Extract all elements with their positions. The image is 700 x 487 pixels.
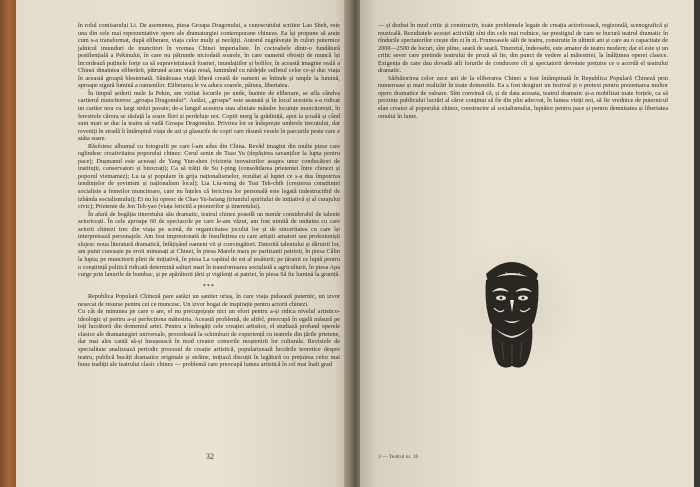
paragraph: Republica Populară Chineză pare astăzi un șantier uriaș, în care viața pulsează puternic, un izvor nesecat de resurse pentru cei ce muncesc. Un izvor bogat de inspirație pentru actorii chinezi. bbox=[78, 293, 340, 308]
page-number: 32 bbox=[206, 452, 214, 461]
paragraph: în rolul comisarului Li. De asemenea, piesa Groapa Dragonului, a cunoscutului scriitor Lao Sheh, este una din cele mai reprezentative opere ale dramaturgiei contemporane chineze. Ea își propune să arate cum s-a transformat, după eliberare, viața celor mulți și necăjiți. Autorul zugrăvește în culori puternice jalnicul imunduri de muncitori în vremea Chinei imperialiste. În cocioabele dintr-o fundătură pestilențială a Pekinului, în care nu pătrunde niciodată soarele, în care oamenii obosiți de muncă își încordează puținele forțe ca să supraviețuiască foamei, inundațiilor și bolilor, în această imagine reală a Chinei dinaintea eliberării, pătrund acum viața nouă, luminând cu nădejde sufletul celor ce-și duc viața în această groapă blestemată. Sănătoasa viață liberă creată de oameni se întinde și umple la lumină, aproape sigură lumină a oamenilor. Eliberarea le va aduce soarele, pâinea, libertatea. bbox=[78, 22, 340, 90]
left-page bbox=[16, 0, 348, 487]
paragraph: Sărbătorirea celor zece ani de la eliberarea Chinei a fost întâmpinată în Republica Populară Chineză prin numeroase și mari realizări în toate domeniile. Ea a fost dezgiuri un festival și o pretext pentru prezentarea multor opere dramatice de valoare. Sînt convinsă că, și de data aceasta, teatrul dramatic și-a mobilizat toate forțele, ca să prezinte publicului lucrări al căror conținut să fie din plin adecvat, în lumea vieții noi, să fie vrednice de puternicul elan creator al poporului chinez, constructor al socialismului, luptător pentru pace și pentru demnitatea și libertatea omului în lume. bbox=[378, 74, 668, 120]
paragraph: În afară de bogăția tineretului său dramatic, teatrul chinez posedă un număr considerabil de talente actoricești. În cele aproape 60 de spectacole pe care le-am văzut, am fost uimită de unitatea cu care actorii chinezi trec din viața pe scenă, de organicitatea jocului lor și de sinceritatea cu care își interpretează personajele. Am fost impresionată de însuflețirea cu care artiștii amatori sau profesioniști slujesc noua literatură dramatică, înfățișând oameni vii și convingători. Datorită talentului și dăruirii lor, am putut cunoaște pe eroii minunați ai Chinei, în piesa Marele marș pe partizanii patrioti, în piesa Câlin la lupta; pe muncitorii plini de inițiativă, în piesa La capătul de est al țesăturii; pe țăranii ce luptă pentru o conștiință politică ridicată determină salturi mari în transformarea socialistă a agriculturii, în piesa Apa curge prin lanurile de bumbac, și pe apărătorii țării și vigilenți ai patriei, în piesa Să fie lumină la graniță. bbox=[78, 210, 340, 279]
paragraph: Cu cât de minunea pe care o are, el nu precupețește nici un efort pentru a-și ridica nivelul artistico-ideologic și pentru a-și perfecționa măiestria. Această problemă, de altfel, preocupă în egală măsură pe toți lucrătorii din domeniul artei. Pentru a îmbogăți cele creației artistice, el studiază profund operele clasice ale dramaturgiei universale, procedează la schimburi de experiență cu teatrele din țările prietene, dar mai ales caută să-și însușească în mod creator comorile moștenirii lor culturale. Revistele de specialitate analizează periodic procesul de creație artistică, popularizează lucrările teoretice despre teatru, publică bucăți dramatice originale și străine, inițiază discuții în legătură cu prețuirea celor mai bune tradiții ale teatrului clasic chinez — problemă care preocupă lumea artistică în cel mai înalt grad bbox=[78, 308, 340, 369]
left-page-text bbox=[78, 22, 340, 369]
page-footer: 3 — Teatrul nr. 10 bbox=[378, 454, 419, 460]
paragraph: În timpul șederii mele la Pekin, am vizitat locurile pe unde, înainte de eliberare, se afla cândva cartierul muncitoresc „groapa Dragonului”. Astăzi, „groapa” este asanată și în locul acesteia s-a ridicat un cartier nou cu largi străzi pavate; de-a lungul acestora stau aliniate mândre locuințe muncitorești, în ferestrele cărora se răsfață la soare flori și perdeluțe noi. Copiii merg la grădiniță, apoi la școală și când sunt mari se duc la teatru să vadă Groapa Dragonului. Privirea lor se înăsprește umbrele trecutului, dar reveniți în stradă îi întâmpină viața de azi și glasurile de copii care răsună vesele în parcurile peste care e atâta soare. bbox=[78, 89, 340, 143]
paragraph: — și dezbat în mod critic și constructiv, toate problemele legate de creația actoricească, regizorală, scenografică și muzicală. Rezultatele acestei activități sînt din cele mai rodnice, iar prestigiul de care se bucură teatrul dramatic în rîndurile spectatorilor crește din zi în zi. Frumoasele săli de teatru, construite în ultimii ani și care au o capacitate de 2000—2500 de locuri, sînt pline, seară de seară. Tineretul, îndeosebi, este amator de teatru modern; dar el este și un critic sever care pretinde teatrului de proză să fie, din punct de vedere al măiestriei, la înălțimea operei clasice. Exigența de care dau dovadă atît forurile de conducere cît și spectatorii devotate prețuire ce o acordă el teatrului dramatic. bbox=[378, 22, 668, 75]
right-page bbox=[360, 0, 694, 487]
right-page-text bbox=[378, 22, 668, 120]
section-separator: *** bbox=[202, 282, 216, 290]
paragraph: Răsfoiesc albumul cu fotografii pe care l-am adus din China. Revăd imagini din multe piese care oglindesc creativitatea poporului chinez: Cerul senin de Tsao Yu (depășirea savanților la lupta pentru pace); Dușmanul este aceeași de Yang Yun-shen (victoria inovatorilor asupra unor conducători de instituții, conservatori și birocrați); Ca să trăiți de Su I-ping (consolidarea prieteniei între chinezi și poporul vietnamez); Lu ta și populare în grija naționalismelor, rezultat al luptei ce s-a dus împotriva tendințelor de șovinism și naționalism local); Lia Liu-ming de Tsai Teh-chih (creșterea conștiinței socialiste a femeilor muncitoare, care nu înțeles că fericirea lor personală este legată indestructibil de izbânda socialismului); Ei nu își opresc de Chao Yu-hsiang (triumful spiritului de inițiativă și al curajului civic); Prietenie de Jen Teh-yao (viața fericită a pionierilor și tineretului). bbox=[78, 142, 340, 211]
opera-mask-icon bbox=[480, 252, 544, 370]
